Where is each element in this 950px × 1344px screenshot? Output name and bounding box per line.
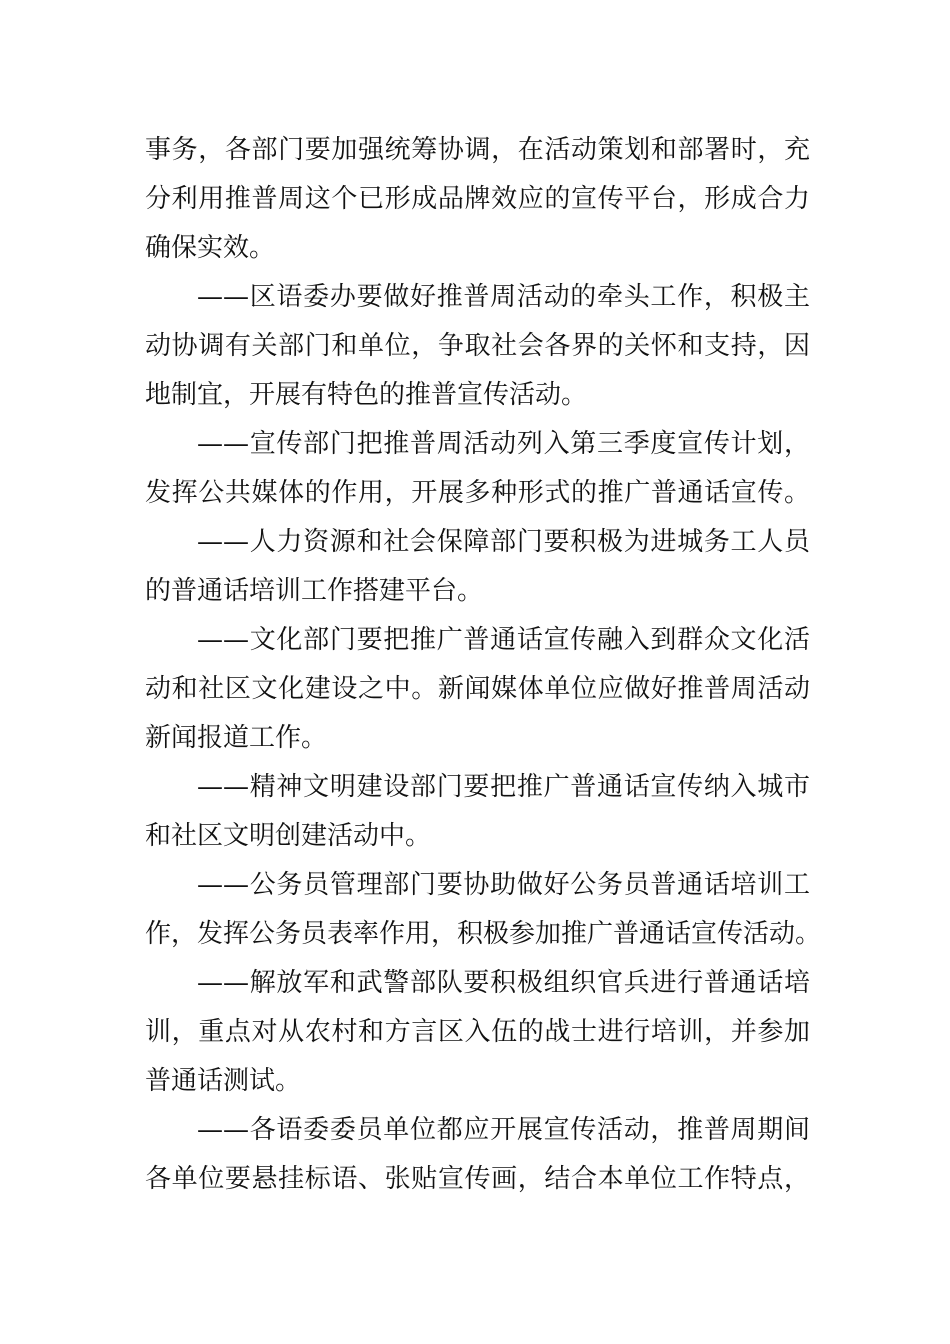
text-line: 新闻报道工作。 (145, 723, 328, 753)
text-line: ——各语委委员单位都应开展宣传活动，推普周期间 (197, 1115, 810, 1145)
text-line: 确保实效。 (145, 233, 276, 263)
text-line: 各单位要悬挂标语、张贴宣传画，结合本单位工作特点， (145, 1164, 810, 1194)
text-line: 发挥公共媒体的作用，开展多种形式的推广普通话宣传。 (145, 478, 810, 508)
text-line: 事务，各部门要加强统筹协调，在活动策划和部署时，充 (145, 135, 810, 165)
text-line: ——宣传部门把推普周活动列入第三季度宣传计划， (197, 429, 810, 459)
text-line: 动和社区文化建设之中。新闻媒体单位应做好推普周活动 (145, 674, 810, 704)
text-line: 的普通话培训工作搭建平台。 (145, 576, 484, 606)
text-line: 动协调有关部门和单位，争取社会各界的关怀和支持，因 (145, 331, 810, 361)
text-line: 和社区文明创建活动中。 (145, 821, 432, 851)
text-line: 分利用推普周这个已形成品牌效应的宣传平台，形成合力 (145, 184, 810, 214)
text-line: ——文化部门要把推广普通话宣传融入到群众文化活 (197, 625, 810, 655)
text-line: ——精神文明建设部门要把推广普通话宣传纳入城市 (197, 772, 810, 802)
text-line: 训，重点对从农村和方言区入伍的战士进行培训，并参加 (145, 1017, 810, 1047)
text-line: 作，发挥公务员表率作用，积极参加推广普通话宣传活动。 (145, 919, 822, 949)
text-line: ——公务员管理部门要协助做好公务员普通话培训工 (197, 870, 810, 900)
text-line: 普通话测试。 (145, 1066, 302, 1096)
text-line: ——区语委办要做好推普周活动的牵头工作，积极主 (197, 282, 810, 312)
document-body (145, 126, 822, 1204)
text-line: ——人力资源和社会保障部门要积极为进城务工人员 (197, 527, 810, 557)
text-line: ——解放军和武警部队要积极组织官兵进行普通话培 (197, 968, 810, 998)
text-line: 地制宜，开展有特色的推普宣传活动。 (145, 380, 588, 410)
